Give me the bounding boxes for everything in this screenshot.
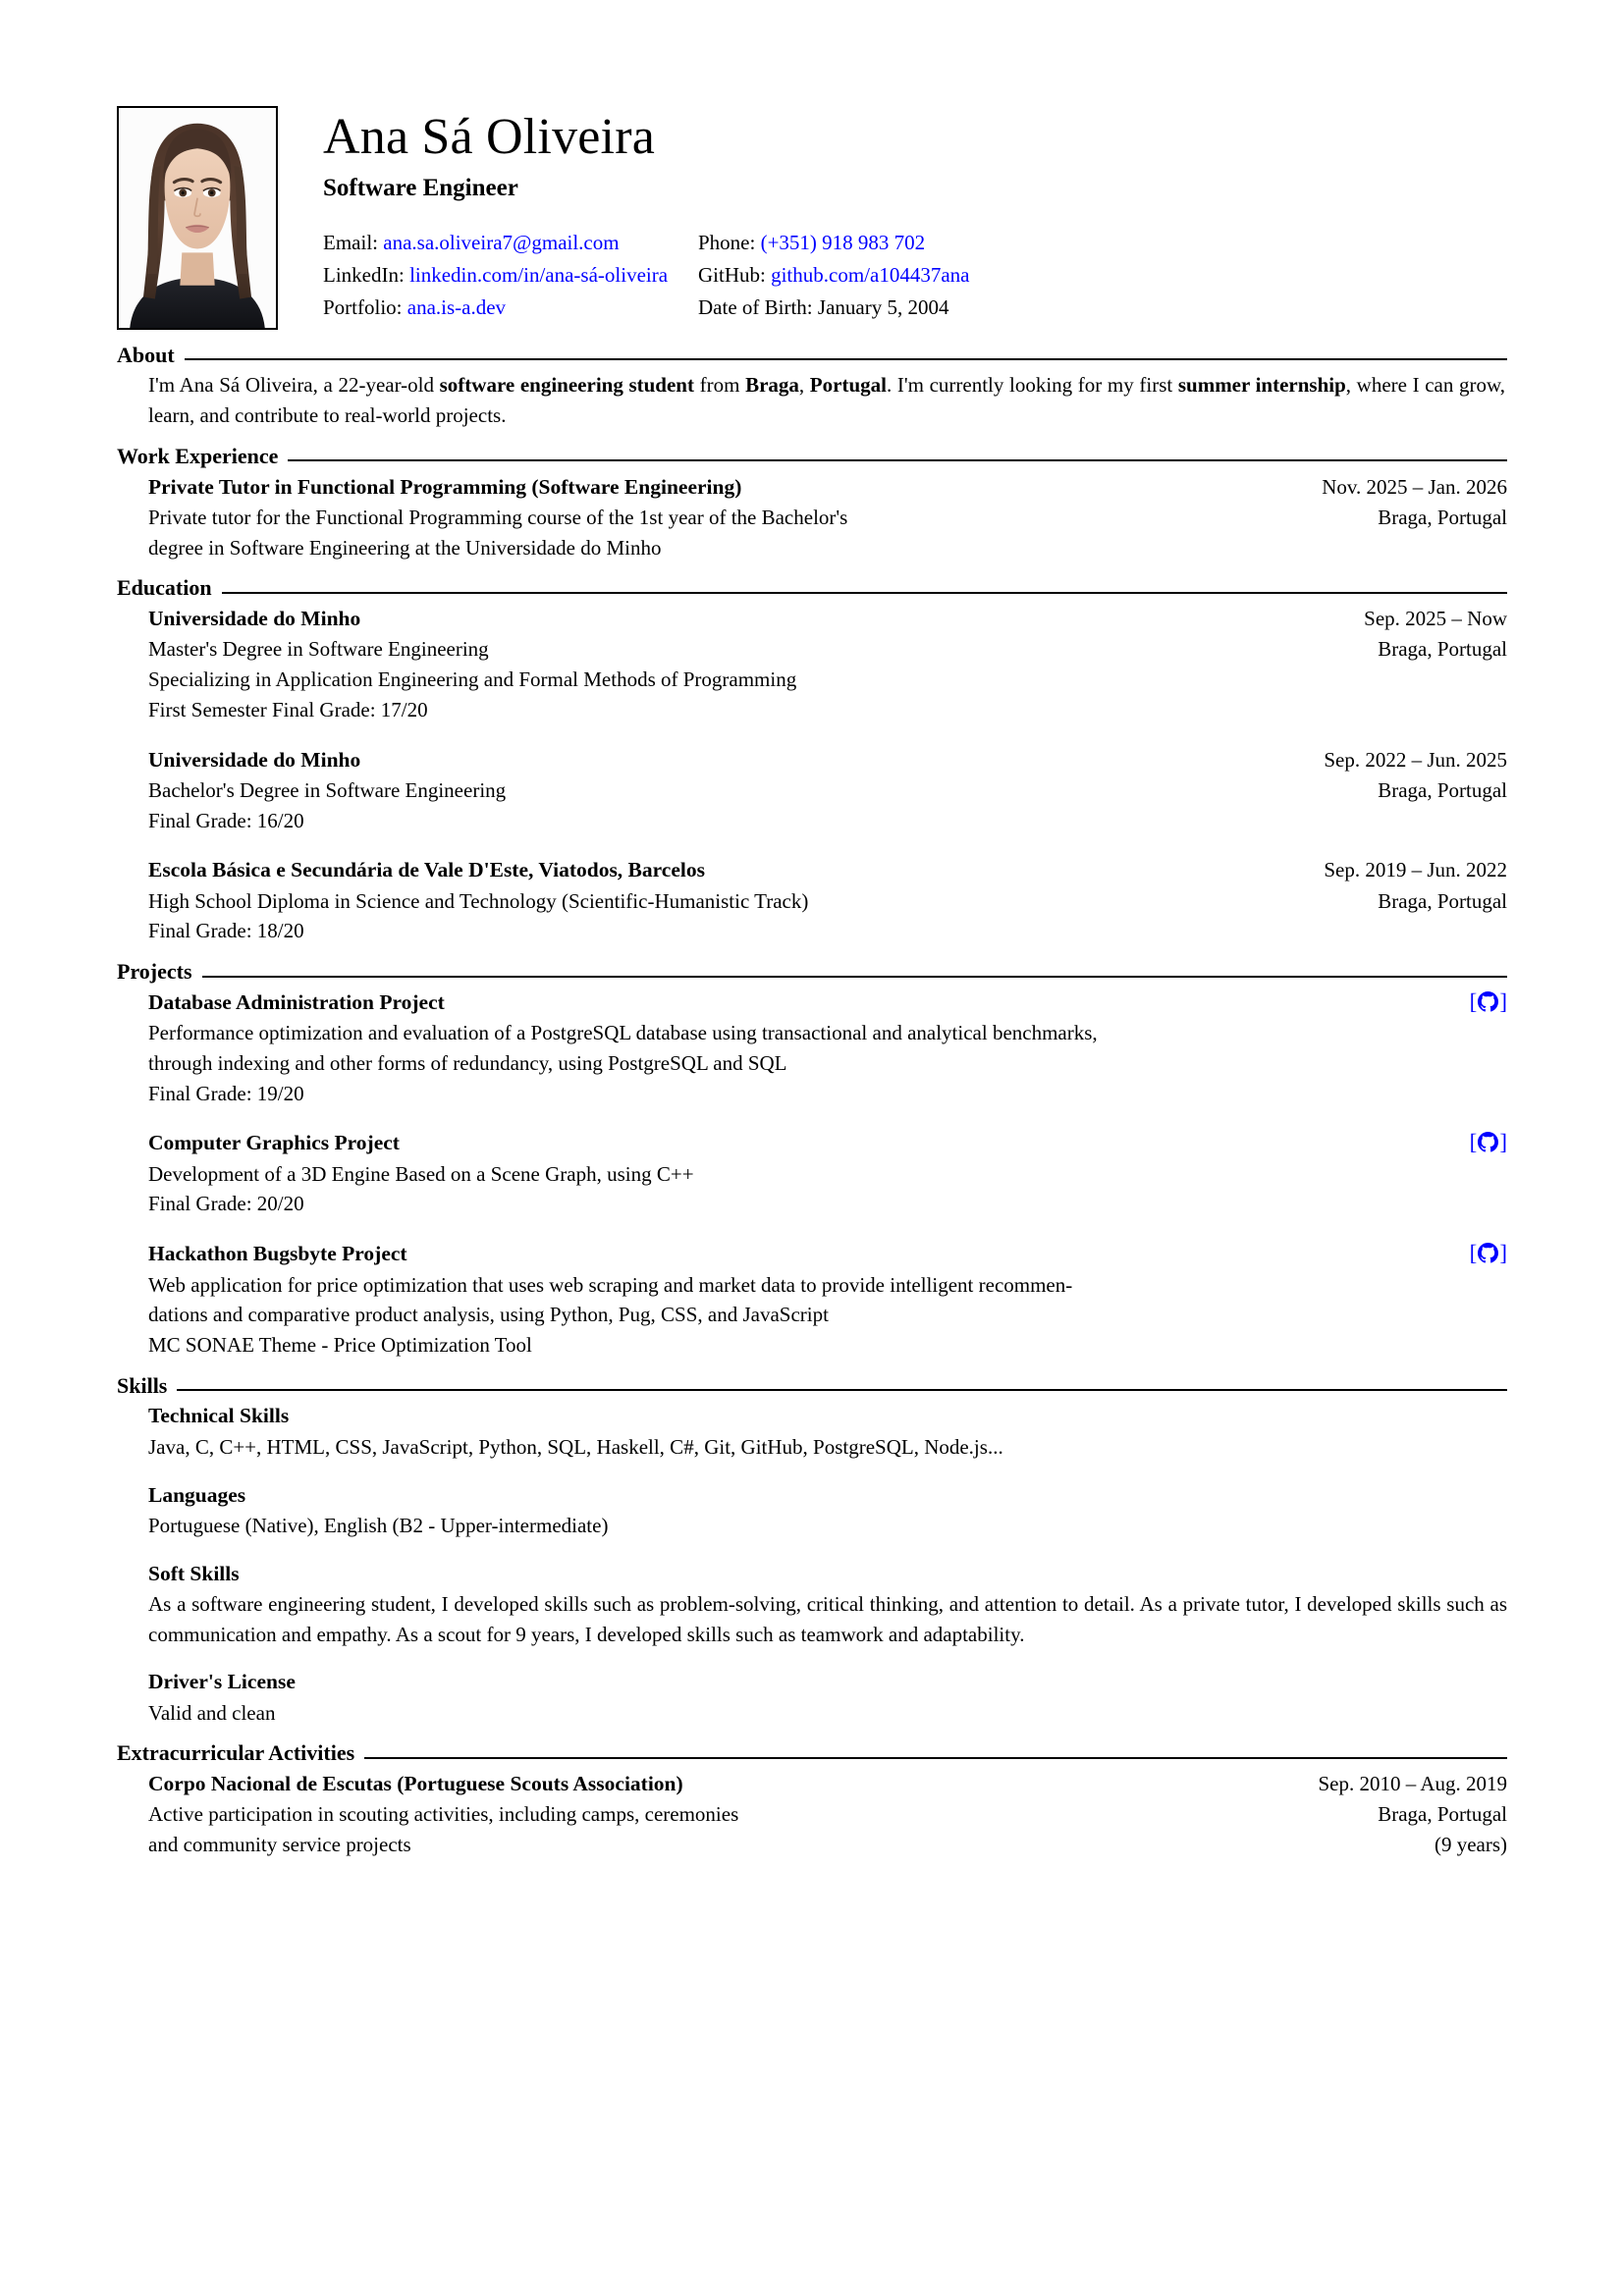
education-entry-header [148, 855, 1507, 885]
education-entry-line: Specializing in Application Engineering and Formal Methods of Programming [148, 667, 797, 691]
section-title-work-experience: Work Experience [117, 444, 279, 469]
project-entry-line: MC SONAE Theme - Price Optimization Tool [148, 1333, 532, 1358]
section-work-experience [117, 444, 1507, 469]
extracurricular-entry-sub [148, 1830, 1507, 1860]
skill-heading: Languages [148, 1482, 246, 1507]
education-entries [117, 604, 1507, 947]
section-rule-extracurricular [364, 1757, 1507, 1759]
education-entry [148, 745, 1507, 836]
education-entry-location: Braga, Portugal [1378, 888, 1507, 913]
skill-block [148, 1559, 1507, 1650]
github-icon [1478, 1132, 1498, 1152]
project-entry-line: Final Grade: 20/20 [148, 1192, 304, 1216]
education-entry-line: Final Grade: 16/20 [148, 808, 304, 832]
project-entry-title: Computer Graphics Project [148, 1131, 400, 1155]
section-title-education: Education [117, 575, 212, 601]
project-entry-line: Web application for price optimization that uses web scraping and market data to provide intelligent recommen- [148, 1272, 1073, 1297]
contact-portfolio-label: Portfolio: [323, 295, 403, 320]
skill-block [148, 1401, 1507, 1462]
portrait-photo-image [119, 108, 276, 328]
extracurricular-entry-location: Braga, Portugal [1378, 1802, 1507, 1827]
education-entry-line: Master's Degree in Software Engineering [148, 636, 489, 661]
extracurricular-entry-sub [148, 1799, 1507, 1830]
page-title: Ana Sá Oliveira [323, 109, 656, 165]
work-entry-sub [148, 503, 1507, 533]
bracket-open: [ [1469, 1130, 1478, 1155]
section-title-projects: Projects [117, 959, 192, 985]
skill-block [148, 1667, 1507, 1728]
section-rule-work-experience [288, 459, 1507, 461]
project-github-link[interactable] [1470, 1242, 1507, 1264]
skill-heading: Driver's License [148, 1670, 296, 1694]
contact-email-value[interactable]: ana.sa.oliveira7@gmail.com [383, 230, 620, 254]
github-icon [1478, 991, 1498, 1012]
skill-heading: Technical Skills [148, 1404, 290, 1428]
contact-github-value[interactable]: github.com/a104437ana [771, 262, 970, 287]
section-skills [117, 1373, 1507, 1399]
project-entry-header [148, 1239, 1507, 1269]
education-entry-date: Sep. 2025 – Now [1364, 606, 1507, 630]
work-entry-line: degree in Software Engineering at the Universidade do Minho [148, 535, 662, 560]
project-entry-line: Development of a 3D Engine Based on a Scene Graph, using C++ [148, 1161, 694, 1186]
project-entry [148, 1128, 1507, 1219]
extracurricular-entry-date: Sep. 2010 – Aug. 2019 [1318, 1771, 1507, 1795]
project-github-link[interactable] [1470, 1131, 1507, 1153]
education-entry-line: Final Grade: 18/20 [148, 919, 304, 943]
header-text-block [323, 106, 1507, 322]
education-entry-title: Universidade do Minho [148, 606, 361, 630]
contact-phone-value[interactable]: (+351) 918 983 702 [760, 230, 926, 254]
project-entry [148, 1239, 1507, 1361]
project-entry-title: Database Administration Project [148, 989, 445, 1014]
section-rule-about [185, 358, 1507, 360]
contact-dob-value: January 5, 2004 [817, 295, 949, 320]
education-entry [148, 604, 1507, 725]
work-entry-title: Private Tutor in Functional Programming (Software Engineering) [148, 474, 742, 499]
contact-email [323, 228, 677, 257]
extracurricular-entry-line: and community service projects [148, 1832, 411, 1856]
contact-email-label: Email: [323, 230, 378, 254]
skill-body: Valid and clean [148, 1700, 276, 1725]
contact-github [698, 260, 1507, 290]
extracurricular-entry-header [148, 1769, 1507, 1799]
education-entry-title: Universidade do Minho [148, 747, 361, 772]
section-rule-projects [202, 976, 1507, 978]
education-entry-sub [148, 775, 1507, 806]
education-entry-sub [148, 886, 1507, 917]
work-entry [148, 472, 1507, 563]
project-entry-header [148, 988, 1507, 1018]
contact-github-label: GitHub: [698, 262, 766, 287]
contact-linkedin-value[interactable]: linkedin.com/in/ana-sá-oliveira [409, 262, 669, 287]
contact-portfolio-value[interactable]: ana.is-a.dev [406, 295, 507, 320]
project-entry-line: through indexing and other forms of redundancy, using PostgreSQL and SQL [148, 1050, 787, 1075]
project-entry-header [148, 1128, 1507, 1158]
bracket-close: ] [1499, 988, 1507, 1014]
work-entry-line: Private tutor for the Functional Programming course of the 1st year of the Bachelor's [148, 505, 848, 529]
education-entry-line: First Semester Final Grade: 17/20 [148, 697, 428, 721]
extracurricular-entry-line: Active participation in scouting activities, including camps, ceremonies [148, 1802, 739, 1827]
project-entry-line: Performance optimization and evaluation of a PostgreSQL database using transactional and analytical benchmarks, [148, 1020, 1098, 1044]
bracket-open: [ [1469, 988, 1478, 1014]
section-title-extracurricular: Extracurricular Activities [117, 1740, 355, 1766]
bracket-open: [ [1469, 1241, 1478, 1266]
extracurricular-entries [117, 1769, 1507, 1860]
work-entry-header [148, 472, 1507, 503]
contact-dob-label: Date of Birth: [698, 295, 813, 320]
project-github-link[interactable] [1470, 990, 1507, 1013]
extracurricular-entry-duration: (9 years) [1434, 1832, 1507, 1856]
bracket-close: ] [1499, 1241, 1507, 1266]
section-title-about: About [117, 343, 175, 367]
section-projects [117, 959, 1507, 985]
education-entry-date: Sep. 2019 – Jun. 2022 [1324, 858, 1507, 882]
contact-portfolio [323, 293, 677, 322]
contact-linkedin [323, 260, 677, 290]
portrait-photo [117, 106, 278, 330]
skills-blocks [117, 1401, 1507, 1728]
contact-linkedin-label: LinkedIn: [323, 262, 405, 287]
github-icon [1478, 1243, 1498, 1263]
work-experience-entries [117, 472, 1507, 563]
work-entry-location: Braga, Portugal [1378, 505, 1507, 529]
job-title: Software Engineer [323, 175, 518, 202]
extracurricular-entry-title: Corpo Nacional de Escutas (Portuguese Scouts Association) [148, 1771, 683, 1795]
education-entry-line: High School Diploma in Science and Technology (Scientific-Humanistic Track) [148, 888, 809, 913]
project-entry-line: dations and comparative product analysis, using Python, Pug, CSS, and JavaScript [148, 1303, 829, 1327]
projects-entries [117, 988, 1507, 1361]
section-rule-skills [177, 1389, 1507, 1391]
section-title-skills: Skills [117, 1373, 168, 1399]
skill-body: Java, C, C++, HTML, CSS, JavaScript, Python, SQL, Haskell, C#, Git, GitHub, PostgreSQL, Node.js... [148, 1434, 1003, 1459]
education-entry-header [148, 745, 1507, 775]
about-paragraph: I'm Ana Sá Oliveira, a 22-year-old software engineering student from Braga, Portugal. I'm currently looking for my first summer internship, where I can grow, learn, and contribute to real-world projects. [148, 373, 1506, 428]
education-entry-location: Braga, Portugal [1378, 636, 1507, 661]
skill-block [148, 1480, 1507, 1541]
contact-phone [698, 228, 1507, 257]
education-entry [148, 855, 1507, 946]
resume-header [117, 106, 1507, 330]
education-entry-header [148, 604, 1507, 634]
project-entry-line: Final Grade: 19/20 [148, 1081, 304, 1105]
project-entry [148, 988, 1507, 1109]
work-entry-date: Nov. 2025 – Jan. 2026 [1322, 474, 1507, 499]
skill-heading: Soft Skills [148, 1561, 240, 1585]
contact-dob [698, 293, 1507, 322]
skill-body: Portuguese (Native), English (B2 - Upper-intermediate) [148, 1513, 609, 1537]
education-entry-line: Bachelor's Degree in Software Engineering [148, 777, 507, 802]
education-entry-date: Sep. 2022 – Jun. 2025 [1324, 747, 1507, 772]
skill-body: As a software engineering student, I developed skills such as problem-solving, critical thinking, and attention to detail. As a private tutor, I developed skills such as communication and empathy. As a scout for 9 years, I developed skills such as teamwork and adaptability. [148, 1591, 1507, 1646]
section-extracurricular [117, 1740, 1507, 1766]
education-entry-sub [148, 634, 1507, 665]
project-entry-title: Hackathon Bugsbyte Project [148, 1242, 407, 1266]
section-about [117, 343, 1507, 368]
education-entry-location: Braga, Portugal [1378, 777, 1507, 802]
section-rule-education [222, 592, 1507, 594]
contact-phone-label: Phone: [698, 230, 756, 254]
section-education [117, 575, 1507, 601]
education-entry-title: Escola Básica e Secundária de Vale D'Este, Viatodos, Barcelos [148, 858, 705, 882]
extracurricular-entry [148, 1769, 1507, 1860]
contact-details [323, 228, 1507, 323]
bracket-close: ] [1499, 1130, 1507, 1155]
